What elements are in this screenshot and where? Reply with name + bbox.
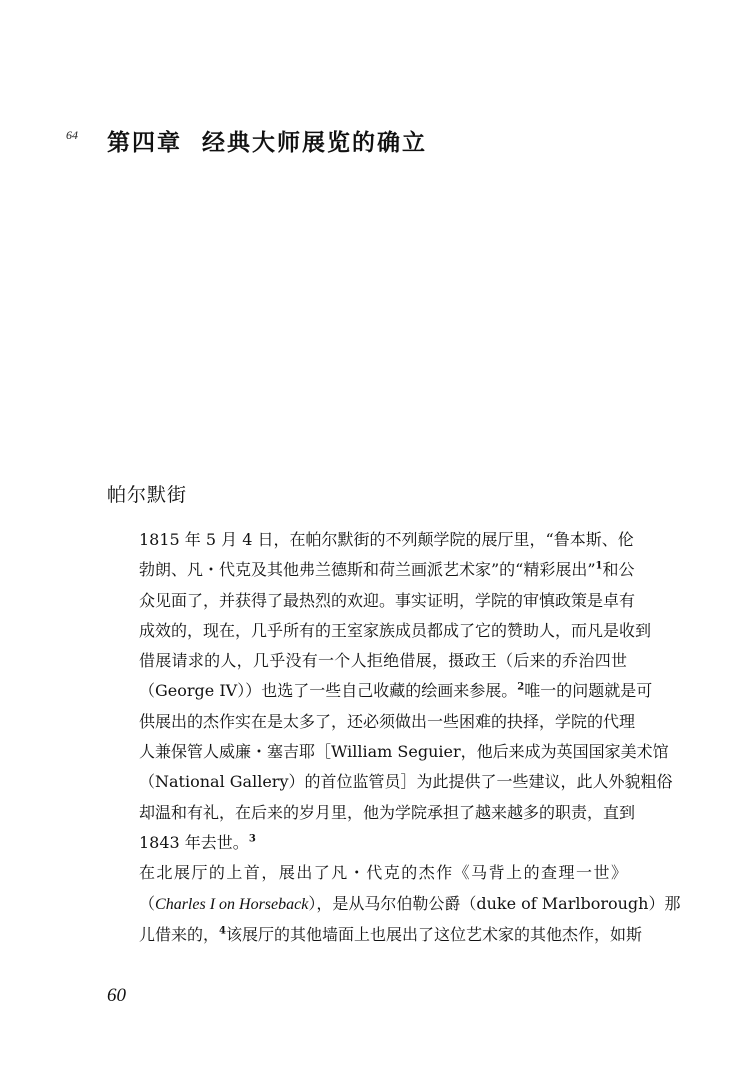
- text-segment: 1843 年去世。: [139, 832, 249, 852]
- text-line: 供展出的杰作实在是太多了，还必须做出一些困难的抉择，学院的代理: [139, 711, 636, 731]
- chapter-title-text: 经典大师展览的确立: [202, 129, 427, 156]
- footnote-ref-2[interactable]: 2: [517, 682, 525, 694]
- text-line: [107, 889, 681, 920]
- chapter-label: 第四章: [107, 129, 182, 156]
- text-line: [107, 555, 635, 585]
- page-number: 60: [107, 985, 126, 1006]
- text-line: 众见面了，并获得了最热烈的欢迎。事实证明，学院的审慎政策是卓有: [139, 590, 636, 610]
- body-text: [107, 525, 681, 950]
- text-segment: 该展厅的其他墙面上也展出了这位艺术家的其他杰作，如斯: [225, 924, 642, 944]
- footnote-ref-1[interactable]: 1: [595, 560, 603, 572]
- text-line: 在北展厅的上首，展出了凡・代克的杰作《马背上的查理一世》: [139, 863, 627, 883]
- paragraph-2: [107, 858, 681, 950]
- section-heading: 帕尔默街: [107, 484, 188, 506]
- text-line: （National Gallery）的首位监管员］为此提供了一些建议，此人外貌粗俗: [139, 772, 673, 792]
- text-segment: （: [139, 893, 156, 913]
- artwork-title: Charles I on Horseback: [155, 895, 309, 913]
- text-line: 成效的，现在，几乎所有的王室家族成员都成了它的赞助人，而凡是收到: [139, 620, 652, 640]
- chapter-title: [107, 124, 427, 157]
- text-segment: 儿借来的，: [139, 924, 220, 944]
- text-line: 借展请求的人，几乎没有一个人拒绝借展，摄政王（后来的乔治四世: [139, 651, 627, 671]
- text-line: 却温和有礼，在后来的岁月里，他为学院承担了越来越多的职责，直到: [139, 802, 636, 822]
- chapter-page-number: 64: [66, 128, 78, 142]
- text-segment: 勃朗、凡・代克及其他弗兰德斯和荷兰画派艺术家”的“精彩展出”: [139, 560, 596, 580]
- text-line: [107, 920, 642, 950]
- text-line: 人兼保管人威廉・塞吉耶［William Seguier，他后来成为英国国家美术馆: [139, 742, 669, 762]
- text-line: [107, 676, 653, 706]
- text-segment: 和公: [602, 560, 635, 580]
- footnote-ref-4[interactable]: 4: [219, 925, 226, 937]
- text-segment: （George IV））也选了一些自己收藏的绘画来参展。: [139, 681, 518, 701]
- paragraph-1: [107, 525, 673, 858]
- text-segment: 唯一的问题就是可: [524, 681, 653, 701]
- text-line: 1815 年 5 月 4 日，在帕尔默街的不列颠学院的展厅里，“鲁本斯、伦: [139, 530, 634, 549]
- footnote-ref-3[interactable]: 3: [248, 833, 256, 845]
- text-segment: ），是从马尔伯勒公爵（duke of Marlborough）那: [308, 893, 681, 913]
- text-line: [107, 828, 627, 858]
